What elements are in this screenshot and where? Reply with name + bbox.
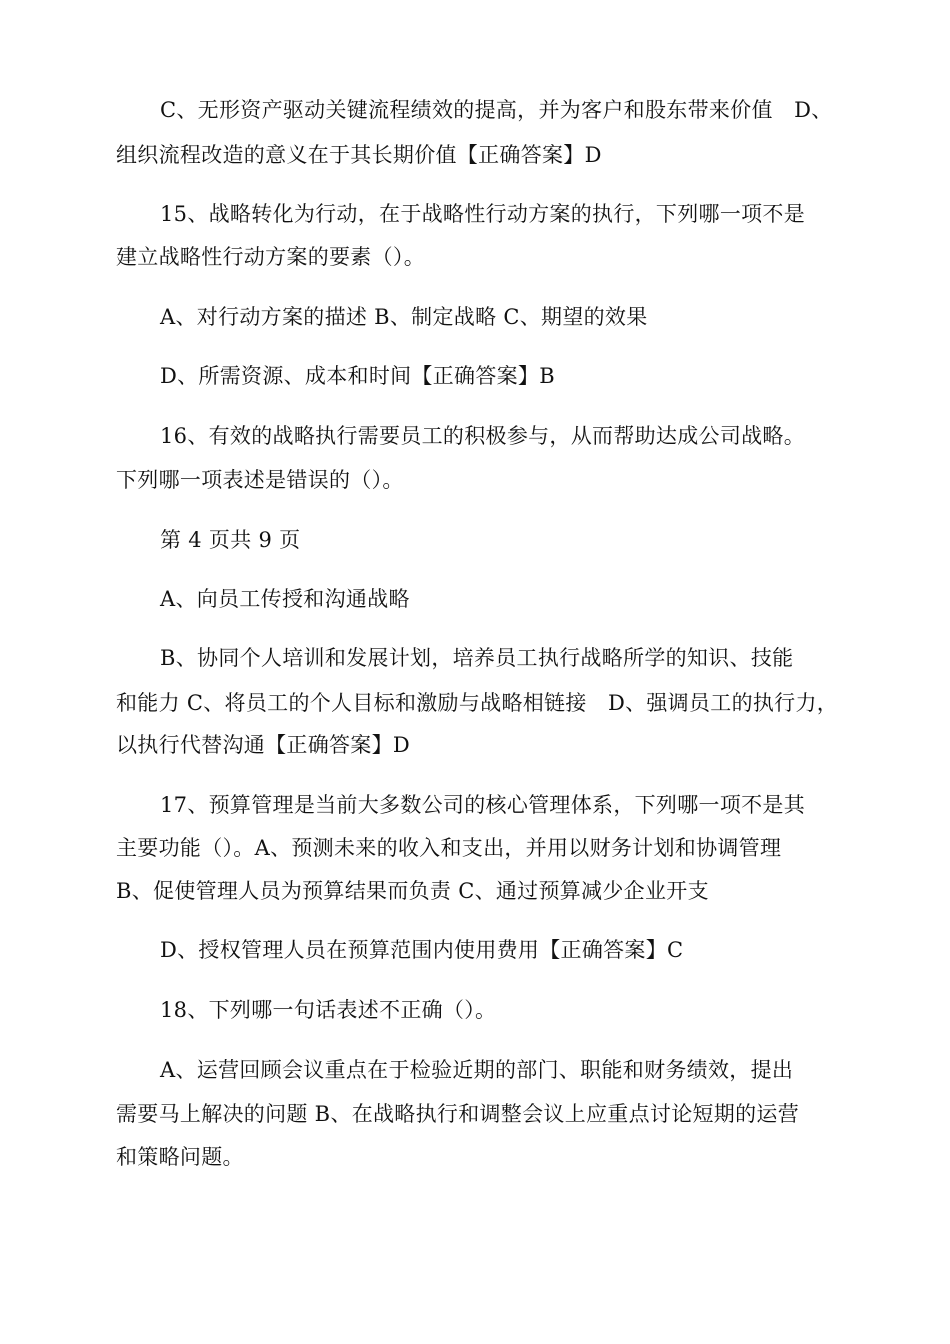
question-18-option-b-cont: 和策略问题。 [116,1145,244,1169]
question-15-stem-cont: 建立战略性行动方案的要素（）。 [116,245,425,269]
question-16-options-b-d: 和能力 C、将员工的个人目标和激励与战略相链接 D、强调员工的执行力， [116,691,839,715]
question-15-options-a-c: A、对行动方案的描述 B、制定战略 C、期望的效果 [160,305,648,329]
question-17-stem-option-a: 主要功能（）。A、预测未来的收入和支出，并用以财务计划和协调管理 [116,836,782,860]
question-17-stem: 17、预算管理是当前大多数公司的核心管理体系，下列哪一项不是其 [160,793,806,817]
question-16-stem: 16、有效的战略执行需要员工的积极参与，从而帮助达成公司战略。 [160,424,806,448]
question-14-option-c-d: C、无形资产驱动关键流程绩效的提高，并为客户和股东带来价值 D、 [160,98,833,122]
question-17-option-d-answer: D、授权管理人员在预算范围内使用费用【正确答案】C [160,938,684,962]
question-15-stem: 15、战略转化为行动，在于战略性行动方案的执行，下列哪一项不是 [160,202,806,226]
question-15-option-d-answer: D、所需资源、成本和时间【正确答案】B [160,364,555,388]
question-16-answer: 以执行代替沟通【正确答案】D [116,733,411,757]
question-18-option-a: A、运营回顾会议重点在于检验近期的部门、职能和财务绩效，提出 [160,1058,794,1082]
question-16-option-a: A、向员工传授和沟通战略 [160,587,410,611]
question-18-options-a-b: 需要马上解决的问题 B、在战略执行和调整会议上应重点讨论短期的运营 [116,1102,800,1126]
question-16-option-b: B、协同个人培训和发展计划，培养员工执行战略所学的知识、技能 [160,646,794,670]
question-18-stem: 18、下列哪一句话表述不正确（）。 [160,998,497,1022]
page-number: 第 4 页共 9 页 [160,528,301,552]
question-14-answer: 组织流程改造的意义在于其长期价值【正确答案】D [116,143,602,167]
question-16-stem-cont: 下列哪一项表述是错误的（）。 [116,468,404,492]
question-17-options-b-c: B、促使管理人员为预算结果而负责 C、通过预算减少企业开支 [116,879,709,903]
